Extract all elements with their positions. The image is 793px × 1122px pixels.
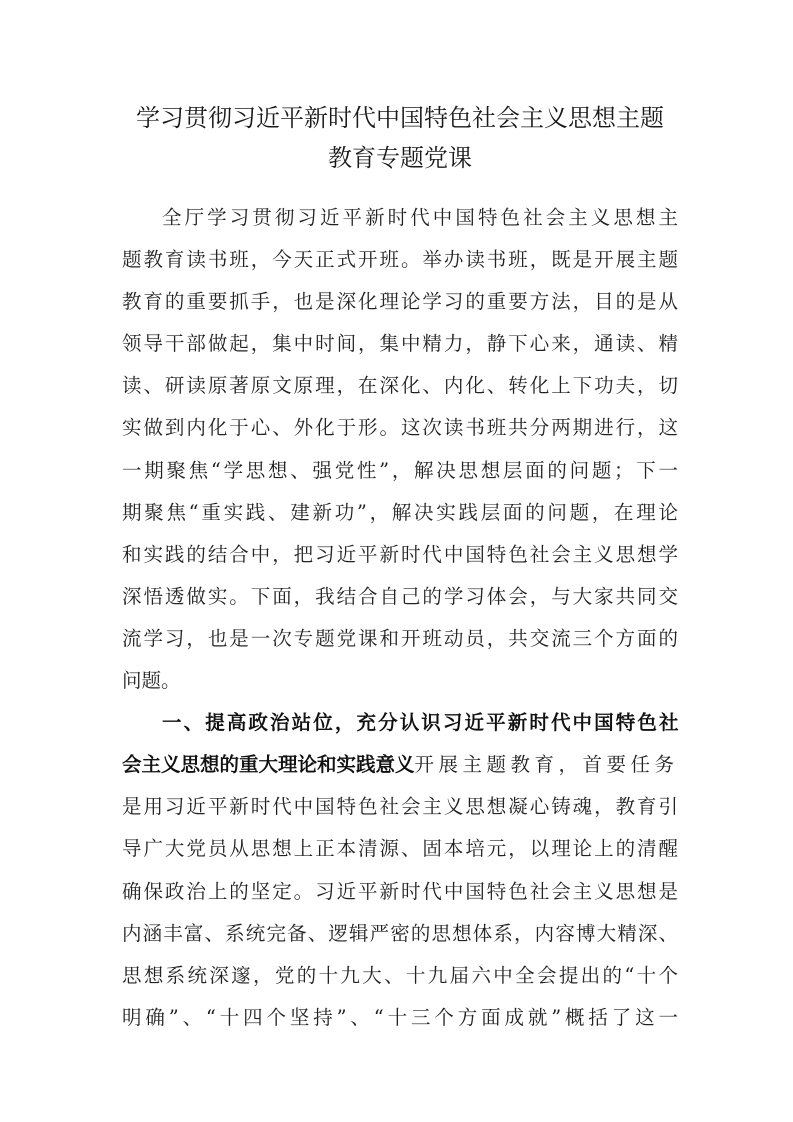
section-1-paragraph [122,702,678,1039]
intro-paragraph [122,197,678,702]
paragraph-line: 导广大党员从思想上正本清源、固本培元，以理论上的清醒 [122,837,678,861]
paragraph-line: 是用习近平新时代中国特色社会主义思想凝心铸魂，教育引 [122,795,678,819]
paragraph-line [122,744,678,786]
paragraph-line: 期聚焦“重实践、建新功”，解决实践层面的问题，在理论 [122,500,678,524]
section-heading-line: 一、提高政治站位，充分认识习近平新时代中国特色社 [162,711,678,735]
paragraph-line: 和实践的结合中，把习近平新时代中国特色社会主义思想学 [122,542,678,566]
paragraph-line: 教育的重要抓手，也是深化理论学习的重要方法，目的是从 [122,290,678,314]
paragraph-text: 开展主题教育，首要任务 [414,753,678,777]
paragraph-line: 问题。 [122,669,181,693]
paragraph-line: 流学习，也是一次专题党课和开班动员，共交流三个方面的 [122,626,678,650]
paragraph-line: 思想系统深邃，党的十九大、十九届六中全会提出的“十个 [122,963,678,987]
document-title-line-1: 学习贯彻习近平新时代中国特色社会主义思想主题 [136,104,664,132]
paragraph-line: 全厅学习贯彻习近平新时代中国特色社会主义思想主 [162,206,678,229]
section-heading-line: 会主义思想的重大理论和实践意义 [122,753,415,777]
document-body [122,197,678,1039]
paragraph-line: 确保政治上的坚定。习近平新时代中国特色社会主义思想是 [122,879,678,903]
paragraph-line: 领导干部做起，集中时间，集中精力，静下心来，通读、精 [122,332,678,356]
paragraph-line: 一期聚焦“学思想、强党性”，解决思想层面的问题；下一 [122,458,678,482]
paragraph-line: 实做到内化于心、外化于形。这次读书班共分两期进行，这 [122,416,678,440]
paragraph-line: 内涵丰富、系统完备、逻辑严密的思想体系，内容博大精深、 [122,921,678,945]
paragraph-line: 题教育读书班，今天正式开班。举办读书班，既是开展主题 [122,248,678,272]
paragraph-line: 读、研读原著原文原理，在深化、内化、转化上下功夫，切 [122,374,678,398]
paragraph-line: 明确”、“十四个坚持”、“十三个方面成就”概括了这一 [122,1005,678,1029]
document-title-line-2: 教育专题党课 [328,144,472,172]
paragraph-line: 深悟透做实。下面，我结合自己的学习体会，与大家共同交 [122,584,678,608]
